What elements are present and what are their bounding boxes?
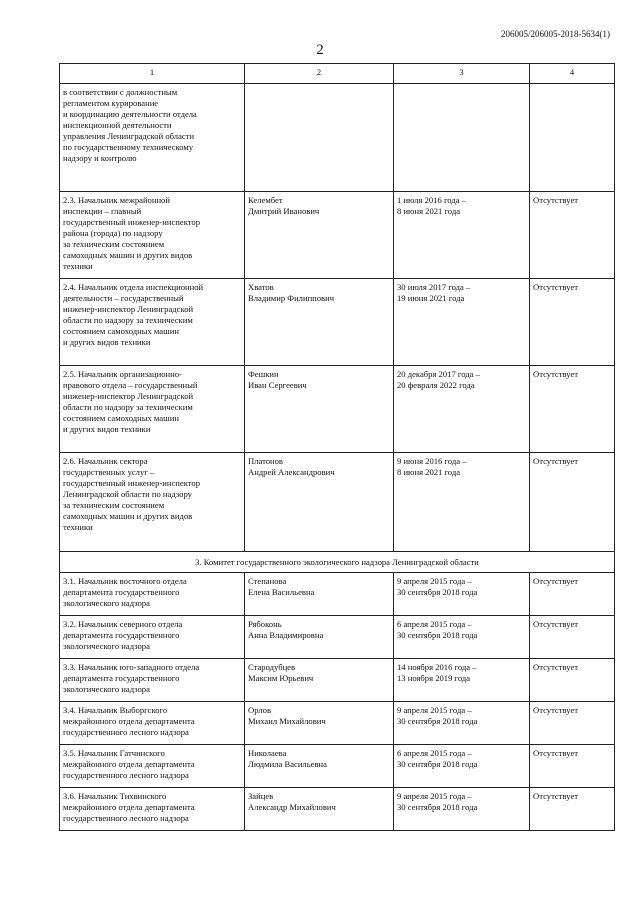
table-row xyxy=(60,192,615,279)
name-cell: Рябоконь Анна Владимировна xyxy=(245,616,394,659)
name-cell xyxy=(245,84,394,192)
status-cell: Отсутствует xyxy=(530,702,615,745)
name-cell: Фешкин Иван Сергеевич xyxy=(245,366,394,453)
status-cell: Отсутствует xyxy=(530,573,615,616)
period-cell: 20 декабря 2017 года – 20 февраля 2022 года xyxy=(394,366,530,453)
period-cell: 9 апреля 2015 года – 30 сентября 2018 года xyxy=(394,788,530,831)
position-cell: 3.2. Начальник северного отдела департамента государственного экологического надзора xyxy=(60,616,245,659)
name-cell: Стародубцев Максим Юрьевич xyxy=(245,659,394,702)
table-row xyxy=(60,745,615,788)
position-cell: 2.6. Начальник сектора государственных услуг – государственный инженер-инспектор Ленинградской области по надзору за техническим состоянием самоходных машин и других видов техники xyxy=(60,453,245,552)
period-cell: 14 ноября 2016 года – 13 ноября 2019 года xyxy=(394,659,530,702)
table-row xyxy=(60,366,615,453)
name-cell: Степанова Елена Васильевна xyxy=(245,573,394,616)
position-cell: 3.3. Начальник юго-западного отдела департамента государственного экологического надзора xyxy=(60,659,245,702)
name-cell: Зайцев Александр Михайлович xyxy=(245,788,394,831)
status-cell: Отсутствует xyxy=(530,616,615,659)
period-cell: 6 апреля 2015 года – 30 сентября 2018 года xyxy=(394,616,530,659)
position-cell: 3.5. Начальник Гатчинского межрайонного отдела департамента государственного лесного надзора xyxy=(60,745,245,788)
status-cell: Отсутствует xyxy=(530,745,615,788)
position-cell: 3.1. Начальник восточного отдела департамента государственного экологического надзора xyxy=(60,573,245,616)
status-cell: Отсутствует xyxy=(530,659,615,702)
column-number-2: 2 xyxy=(245,64,394,84)
status-cell xyxy=(530,84,615,192)
table-row xyxy=(60,616,615,659)
column-number-row xyxy=(60,64,615,84)
position-cell: 2.5. Начальник организационно- правового отдела – государственный инженер-инспектор Ленинградской области по надзору за техническим состоянием самоходных машин и других видов техники xyxy=(60,366,245,453)
table-row xyxy=(60,453,615,552)
status-cell: Отсутствует xyxy=(530,453,615,552)
period-cell: 9 апреля 2015 года – 30 сентября 2018 года xyxy=(394,702,530,745)
status-cell: Отсутствует xyxy=(530,366,615,453)
period-cell xyxy=(394,84,530,192)
name-cell: Хватов Владимир Филиппович xyxy=(245,279,394,366)
table-row xyxy=(60,702,615,745)
name-cell: Платонов Андрей Александрович xyxy=(245,453,394,552)
officials-table xyxy=(59,63,615,831)
column-number-3: 3 xyxy=(394,64,530,84)
period-cell: 30 июля 2017 года – 19 июня 2021 года xyxy=(394,279,530,366)
status-cell: Отсутствует xyxy=(530,788,615,831)
position-cell: 3.6. Начальник Тихвинского межрайонного отдела департамента государственного лесного надзора xyxy=(60,788,245,831)
status-cell: Отсутствует xyxy=(530,279,615,366)
position-cell: 3.4. Начальник Выборгского межрайонного отдела департамента государственного лесного надзора xyxy=(60,702,245,745)
table-row xyxy=(60,659,615,702)
status-cell: Отсутствует xyxy=(530,192,615,279)
table-row xyxy=(60,279,615,366)
column-number-1: 1 xyxy=(60,64,245,84)
document-number: 206005/206005-2018-5634(1) xyxy=(501,29,610,39)
table-row xyxy=(60,84,615,192)
name-cell: Николаева Людмила Васильевна xyxy=(245,745,394,788)
position-cell: в соответствии с должностным регламентом курирование и координацию деятельности отдела инспекционной деятельности управления Ленинградской области по государственному техническому надзору и контролю xyxy=(60,84,245,192)
period-cell: 9 июня 2016 года – 8 июня 2021 года xyxy=(394,453,530,552)
position-cell: 2.3. Начальник межрайонной инспекции – главный государственный инженер-инспектор района (города) по надзору за техническим состоянием самоходных машин и других видов техники xyxy=(60,192,245,279)
table-row xyxy=(60,573,615,616)
period-cell: 9 апреля 2015 года – 30 сентября 2018 года xyxy=(394,573,530,616)
position-cell: 2.4. Начальник отдела инспекционной деятельности – государственный инженер-инспектор Ленинградской области по надзору за техническим состоянием самоходных машин и других видов техники xyxy=(60,279,245,366)
period-cell: 1 июля 2016 года – 8 июня 2021 года xyxy=(394,192,530,279)
name-cell: Орлов Михаил Михайлович xyxy=(245,702,394,745)
name-cell: Келембет Дмитрий Иванович xyxy=(245,192,394,279)
column-number-4: 4 xyxy=(530,64,615,84)
page-number: 2 xyxy=(316,42,324,58)
table-row xyxy=(60,788,615,831)
section-header-row xyxy=(60,552,615,573)
period-cell: 6 апреля 2015 года – 30 сентября 2018 года xyxy=(394,745,530,788)
section-title: 3. Комитет государственного экологического надзора Ленинградской области xyxy=(60,552,615,573)
